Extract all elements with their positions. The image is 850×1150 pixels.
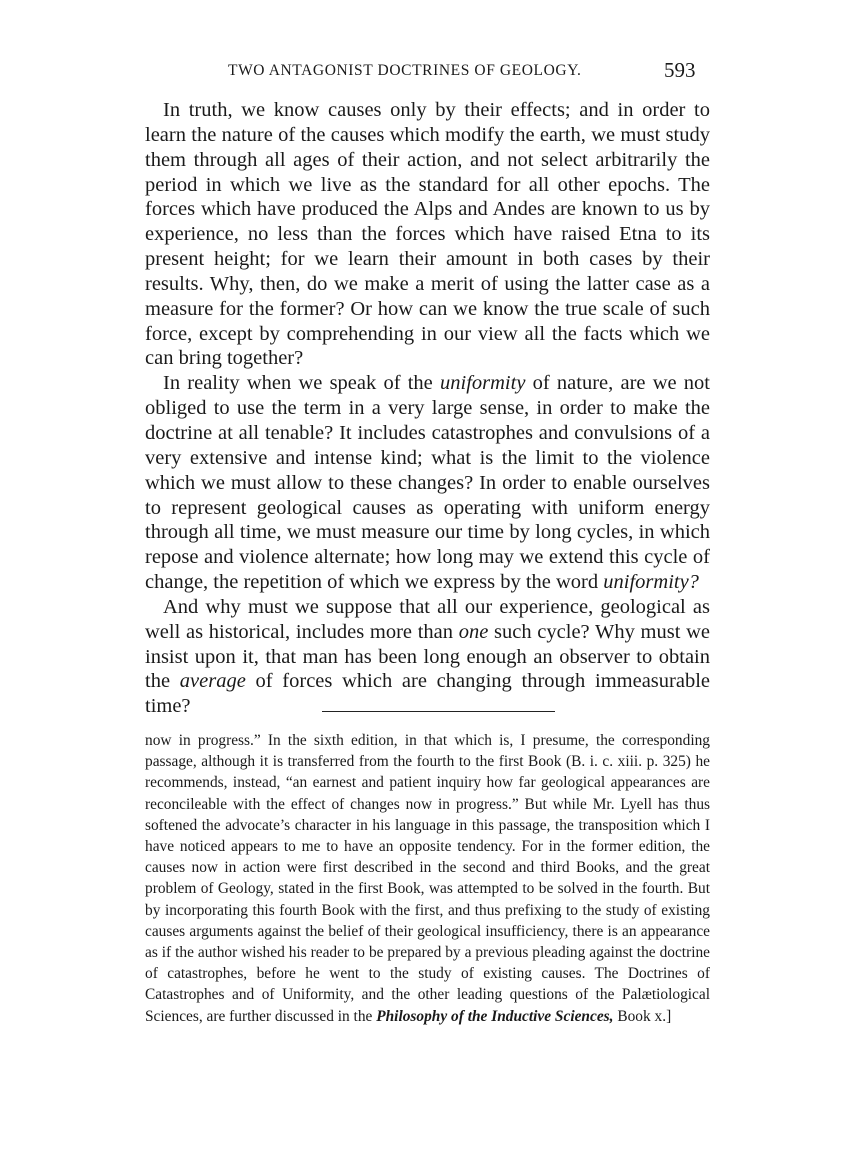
paragraph-text: And why must we suppose that all our experience, geological as well as historical, includes more than xyxy=(145,595,710,643)
paragraph-text: In truth, we know causes only by their effects; and in order to learn the nature of the causes which modify the earth, we must study them through all ages of their action, and not select arbitrarily the period in which we live as the standard for all other epochs. The forces which have produced the Alps and Andes are known to us by experience, no less than the forces which have raised Etna to its present height; for we learn their amount in both cases by their results. Why, then, do we make a merit of using the latter case as a measure for the former? Or how can we know the true scale of such force, except by comprehending in our view all the facts which we can bring together? xyxy=(145,99,710,370)
paragraph xyxy=(145,595,710,719)
paragraph-text: In reality when we speak of the xyxy=(163,372,440,395)
paragraph-text: of forces which are changing through immeasurable time? xyxy=(145,670,710,718)
footnote-divider xyxy=(322,711,555,712)
emphasis: one xyxy=(458,620,489,643)
emphasis: uniformity? xyxy=(603,571,699,594)
footnote-text: now in progress.” In the sixth edition, in that which is, I presume, the corresponding passage, although it is transferred from the fourth to the first Book (B. i. c. xiii. p. 325) he recommends, instead, “an earnest and patient inquiry how far geological appearances are reconcileable with the effect of changes now in progress.” But while Mr. Lyell has thus softened the advocate’s character in his language in this passage, the transposition which I have noticed appears to me to have an opposite tendency. For in the former edition, the causes now in action were first described in the second and third Books, and the great problem of Geology, stated in the first Book, was attempted to be solved in the fourth. But by incorporating this fourth Book with the first, and thus prefixing to the study of existing causes arguments against the belief of their geological insufficiency, there is an appearance as if the author wished his reader to be prepared by a previous pleading against the doctrine of catastrophes, before he went to the study of existing causes. The Doctrines of Catastrophes and of Uniformity, and the other leading questions of the Palætiological Sciences, are further discussed in the xyxy=(145,732,710,1025)
main-text xyxy=(145,98,710,719)
running-header xyxy=(0,56,850,86)
paragraph xyxy=(145,371,710,595)
running-title: TWO ANTAGONIST DOCTRINES OF GEOLOGY. xyxy=(228,62,582,79)
emphasis: average xyxy=(179,670,246,693)
footnote-end: Book x.] xyxy=(613,1007,672,1025)
footnote xyxy=(145,730,710,1027)
paragraph-text: of nature, are we not obliged to use the term in a very large sense, in order to make the doctrine at all tenable? It includes catastrophes and convulsions of a very extensive and intense kind; what is the limit to the violence which we must allow to these changes? In order to enable ourselves to represent geological causes as operating with uniform energy through all time, we must measure our time by long cycles, in which repose and violence alternate; how long may we extend this cycle of change, the repetition of which we express by the word xyxy=(145,372,711,594)
paragraph-text: such cycle? Why must we insist upon it, that man has been long enough an observer to obtain the xyxy=(145,620,710,693)
emphasis: uniformity xyxy=(440,372,526,395)
book-title: Philosophy of the Inductive Sciences, xyxy=(376,1007,614,1025)
paragraph xyxy=(145,98,710,371)
page-number: 593 xyxy=(664,58,696,82)
